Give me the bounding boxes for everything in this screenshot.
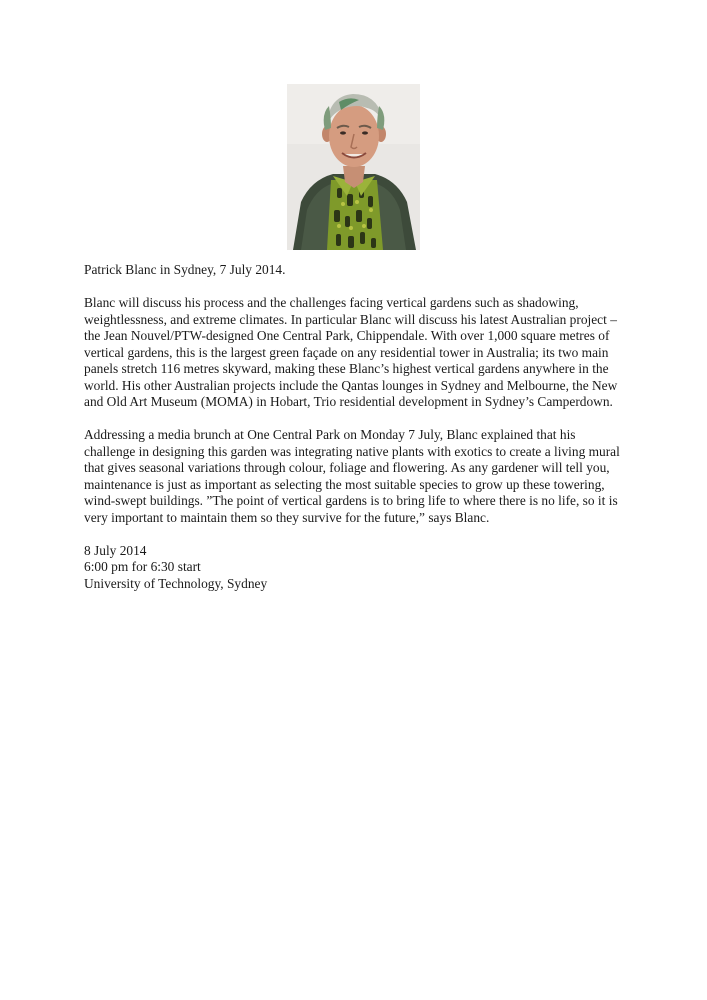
portrait-photo (287, 84, 420, 250)
article-body (84, 262, 624, 609)
event-time: 6:00 pm for 6:30 start (84, 559, 201, 574)
paragraph-media-brunch: Addressing a media brunch at One Central Park on Monday 7 July, Blanc explained that his challenge in designing this garden was integrating native plants with exotics to create a living mural that gives seasonal variations through colour, foliage and flowering. As any gardener will tell you, maintenance is just as important as selecting the most suitable species to grow up these towering, wind-swept buildings. ”The point of vertical gardens is to bring life to where there is no life, so it is very important to maintain them so they survive for the future,” says Blanc. (84, 427, 620, 525)
photo-caption: Patrick Blanc in Sydney, 7 July 2014. (84, 262, 286, 277)
event-date: 8 July 2014 (84, 542, 147, 558)
event-venue: University of Technology, Sydney (84, 575, 268, 591)
paragraph-process: Blanc will discuss his process and the challenges facing vertical gardens such as shadowing, weightlessness, and extreme climates. In particular Blanc will discuss his latest Australian project – the Jean Nouvel/PTW-designed One Central Park, Chippendale. With over 1,000 square metres of vertical gardens, this is the largest green façade on any residential tower in Australia; its two main panels stretch 116 metres skyward, making these Blanc’s highest vertical gardens anywhere in the world. His other Australian projects include the Qantas lounges in Sydney and Melbourne, the New and Old Art Museum (MOMA) in Hobart, Trio residential development in Sydney’s Camperdown. (84, 295, 618, 409)
event-details (84, 543, 624, 593)
portrait-illustration (287, 84, 420, 250)
